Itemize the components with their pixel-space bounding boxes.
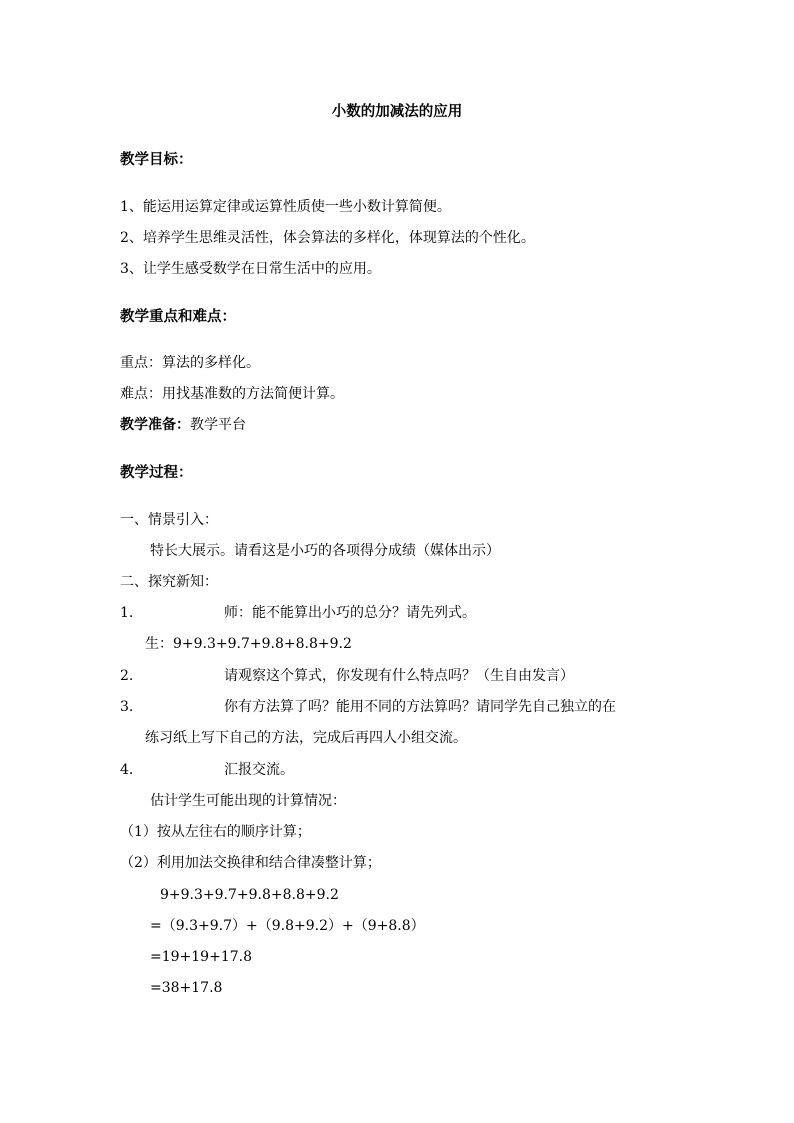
goals-heading: 教学目标： [120, 151, 193, 168]
goal-item-2: 2、培养学生思维灵活性，体会算法的多样化，体现算法的个性化。 [120, 230, 535, 246]
student-answer: 生：9+9.3+9.7+9.8+8.8+9.2 [145, 636, 352, 652]
preparation-line [120, 416, 246, 434]
step-3-number: 3. [120, 699, 134, 715]
calc-line-3: =19+19+17.8 [150, 949, 252, 965]
method-1: （1）按从左往右的顺序计算； [120, 824, 311, 840]
step-1-text: 师：能不能算出小巧的总分？请先列式。 [224, 605, 476, 621]
document-title: 小数的加减法的应用 [331, 103, 463, 120]
calc-line-1: 9+9.3+9.7+9.8+8.8+9.2 [160, 887, 339, 903]
calc-line-4: =38+17.8 [150, 980, 223, 996]
part2-title: 二、探究新知： [120, 574, 218, 590]
key-points-heading: 教学重点和难点： [120, 308, 236, 325]
part1-title: 一、情景引入： [120, 512, 218, 528]
step-4 [120, 761, 294, 779]
step-3-continuation: 练习纸上写下自己的方法，完成后再四人小组交流。 [145, 730, 467, 746]
goal-item-1: 1、能运用运算定律或运算性质使一些小数计算简便。 [120, 199, 451, 215]
difficulty-point: 难点：用找基准数的方法简便计算。 [120, 386, 344, 402]
step-2-text: 请观察这个算式，你发现有什么特点吗？（生自由发言） [224, 668, 574, 684]
step-2 [120, 667, 574, 685]
step-2-number: 2. [120, 668, 134, 684]
calc-line-2: =（9.3+9.7）+（9.8+9.2）+（9+8.8） [150, 918, 425, 934]
preparation-label: 教学准备： [120, 417, 190, 433]
step-1 [120, 604, 476, 622]
focus-point: 重点：算法的多样化。 [120, 355, 260, 371]
step-3 [120, 698, 616, 716]
preparation-value: 教学平台 [190, 417, 246, 433]
step-3-text: 你有方法算了吗？能用不同的方法算吗？请同学先自己独立的在 [224, 699, 616, 715]
part1-text: 特长大展示。请看这是小巧的各项得分成绩（媒体出示） [150, 543, 500, 559]
step-1-number: 1. [120, 605, 134, 621]
step-4-number: 4. [120, 762, 134, 778]
goal-item-3: 3、让学生感受数学在日常生活中的应用。 [120, 261, 381, 277]
method-2: （2）利用加法交换律和结合律凑整计算； [120, 855, 381, 871]
process-heading: 教学过程： [120, 464, 193, 481]
estimate-intro: 估计学生可能出现的计算情况： [150, 793, 346, 809]
step-4-text: 汇报交流。 [224, 762, 294, 778]
